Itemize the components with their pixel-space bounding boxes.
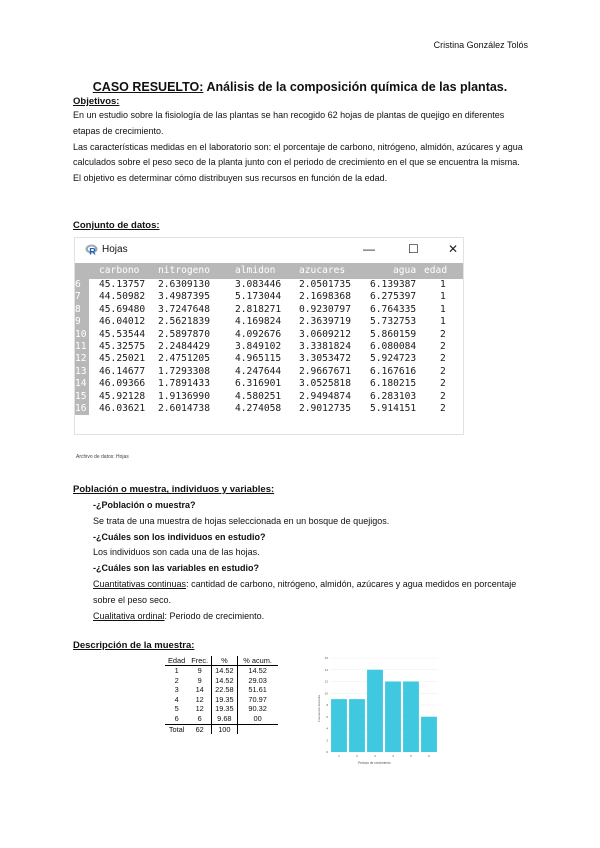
table-cell: 3 xyxy=(174,685,179,695)
table-cell xyxy=(237,724,278,734)
grid-rows xyxy=(75,279,463,415)
table-row xyxy=(165,704,278,714)
grid-cell: 4.169824 xyxy=(235,316,282,328)
table-row xyxy=(165,695,278,705)
variable-type-label: Cualitativa ordinal xyxy=(93,610,165,621)
grid-row[interactable] xyxy=(75,304,463,316)
grid-cell: 2 xyxy=(440,365,446,377)
grid-cell: 2.9494874 xyxy=(299,390,351,402)
grid-cell: 45.32575 xyxy=(99,340,146,352)
grid-cell: 2.4751205 xyxy=(158,353,210,365)
title-prefix: CASO RESUELTO: xyxy=(92,80,204,94)
grid-cell: 46.04012 xyxy=(99,316,146,328)
row-index: 16 xyxy=(75,403,89,415)
grid-cell: 6.080084 xyxy=(370,340,417,352)
objetivos-paragraph: El objetivo es determinar cómo distribuyen sus recursos en función de la edad. xyxy=(73,173,388,184)
table-cell: 22.58 xyxy=(212,685,238,695)
row-index: 9 xyxy=(75,316,89,328)
grid-header xyxy=(75,263,463,279)
table-cell: 19.35 xyxy=(212,704,238,714)
window-caption: Archivo de datos: Hojas xyxy=(76,454,129,460)
grid-cell: 2 xyxy=(440,402,446,414)
poblacion-body xyxy=(93,498,533,624)
grid-row[interactable] xyxy=(75,353,463,365)
grid-row[interactable] xyxy=(75,366,463,378)
grid-cell: 2.3639719 xyxy=(299,316,351,328)
column-header[interactable]: nitrogeno xyxy=(158,265,210,276)
table-cell: 9.68 xyxy=(212,714,238,724)
grid-cell: 45.53544 xyxy=(99,328,146,340)
variable-type-text: : Periodo de crecimiento. xyxy=(164,610,265,621)
table-row xyxy=(165,724,278,734)
table-cell: 6 xyxy=(197,713,202,723)
grid-cell: 2.2484429 xyxy=(158,340,210,352)
grid-cell: 2 xyxy=(440,328,446,340)
grid-cell: 45.13757 xyxy=(99,279,146,290)
grid-cell: 2 xyxy=(440,353,446,365)
row-index: 15 xyxy=(75,391,89,403)
y-tick-label: 8 xyxy=(326,703,328,707)
maximize-button[interactable]: ☐ xyxy=(408,242,419,256)
grid-cell: 4.092676 xyxy=(235,328,282,340)
grid-cell: 2.5897870 xyxy=(158,328,210,340)
chart-ylabel: Frecuencia absoluta xyxy=(317,694,321,722)
grid-cell: 2.818271 xyxy=(235,303,282,315)
question: -¿Población o muestra? xyxy=(93,500,196,510)
answer-variables xyxy=(93,577,533,609)
table-cell: 2 xyxy=(174,675,179,685)
table-cell: 90.32 xyxy=(237,704,278,714)
table-header: Edad xyxy=(165,656,188,666)
grid-cell: 6.180215 xyxy=(370,378,417,390)
grid-cell: 2 xyxy=(440,378,446,390)
y-tick-label: 2 xyxy=(326,738,328,743)
grid-cell: 6.764335 xyxy=(370,303,417,315)
grid-cell: 5.860159 xyxy=(370,328,417,340)
grid-cell: 46.09366 xyxy=(99,378,146,390)
chart-bar xyxy=(349,699,365,752)
answer: Los individuos son cada una de las hojas. xyxy=(93,547,260,558)
grid-cell: 2.9012735 xyxy=(299,402,351,414)
grid-cell: 1.7293308 xyxy=(158,365,210,377)
objetivos-body xyxy=(73,108,533,187)
table-header: % xyxy=(212,656,238,666)
table-cell: 29.03 xyxy=(237,676,278,686)
grid-cell: 3.0609212 xyxy=(299,328,351,340)
table-row xyxy=(165,714,278,724)
table-cell: 14.52 xyxy=(237,666,278,676)
grid-cell: 45.25021 xyxy=(99,353,146,365)
y-tick-label: 10 xyxy=(324,691,328,696)
question: -¿Cuáles son los individuos en estudio? xyxy=(93,531,266,542)
table-cell: 70.97 xyxy=(237,695,278,705)
column-header[interactable]: agua xyxy=(393,265,417,276)
table-cell: 12 xyxy=(195,694,204,704)
grid-cell: 44.50982 xyxy=(99,291,146,303)
frequency-bar-chart xyxy=(318,654,440,766)
grid-cell: 5.924723 xyxy=(370,353,417,365)
grid-cell: 45.92128 xyxy=(99,390,146,402)
row-index: 10 xyxy=(75,329,89,341)
objetivos-heading: Objetivos: xyxy=(73,96,120,107)
grid-cell: 6.139387 xyxy=(370,279,417,290)
descripcion-heading: Descripción de la muestra: xyxy=(73,640,195,651)
data-grid xyxy=(75,263,463,433)
grid-cell: 3.7247648 xyxy=(158,303,210,315)
grid-row[interactable] xyxy=(75,378,463,390)
table-cell: Total xyxy=(165,724,188,734)
grid-row[interactable] xyxy=(75,341,463,353)
table-cell: 6 xyxy=(174,713,179,723)
grid-cell: 5.173044 xyxy=(235,291,282,303)
grid-cell: 4.965115 xyxy=(235,353,282,365)
grid-cell: 3.4987395 xyxy=(158,291,210,303)
table-cell: 14.52 xyxy=(212,666,238,676)
chart-bar xyxy=(331,699,347,752)
grid-cell: 5.914151 xyxy=(370,402,417,414)
window-title: Hojas xyxy=(102,244,128,255)
grid-cell: 2 xyxy=(440,340,446,352)
grid-row[interactable] xyxy=(75,329,463,341)
table-cell: 51.61 xyxy=(237,685,278,695)
y-tick-label: 6 xyxy=(326,714,328,719)
table-cell: 9 xyxy=(197,666,202,675)
table-cell: 1 xyxy=(174,666,179,675)
variable-type-label: Cuantitativas continuas xyxy=(93,578,187,589)
table-row xyxy=(165,676,278,686)
x-tick-label: 5 xyxy=(410,754,412,758)
grid-row[interactable] xyxy=(75,316,463,328)
row-index: 11 xyxy=(75,341,89,353)
y-tick-label: 16 xyxy=(324,656,328,660)
poblacion-heading: Población o muestra, individuos y variables: xyxy=(73,484,275,495)
chart-bar xyxy=(385,682,401,753)
x-tick-label: 6 xyxy=(428,754,430,758)
row-index: 6 xyxy=(75,279,89,291)
table-cell: 14 xyxy=(195,685,204,695)
table-header: Frec. xyxy=(188,656,211,666)
grid-cell: 0.9230797 xyxy=(299,303,351,315)
grid-cell: 3.849102 xyxy=(235,340,282,352)
y-tick-label: 4 xyxy=(326,726,328,731)
title-text: Análisis de la composición química de las plantas. xyxy=(203,80,508,94)
frequency-table-body xyxy=(165,666,278,735)
grid-cell: 2.0501735 xyxy=(299,279,351,290)
column-header[interactable]: azucares xyxy=(299,265,346,276)
grid-cell: 2.1698368 xyxy=(299,291,351,303)
column-header[interactable]: almidon xyxy=(235,265,276,276)
grid-cell: 4.274058 xyxy=(235,402,282,414)
grid-cell: 1 xyxy=(440,303,446,315)
grid-cell: 6.275397 xyxy=(370,291,417,303)
author-name: Cristina González Tolós xyxy=(433,40,528,50)
grid-cell: 46.03621 xyxy=(99,402,146,414)
row-index: 13 xyxy=(75,366,89,378)
grid-cell: 4.247644 xyxy=(235,365,282,377)
chart-xlabel: Periodo de crecimiento xyxy=(358,761,391,765)
column-header[interactable]: edad xyxy=(424,265,448,276)
grid-cell: 1 xyxy=(440,279,446,290)
grid-cell: 2.6309130 xyxy=(158,279,210,290)
conjunto-heading: Conjunto de datos: xyxy=(73,220,160,231)
grid-cell: 45.69480 xyxy=(99,303,146,315)
table-cell: 9 xyxy=(197,675,202,685)
grid-row[interactable] xyxy=(75,403,463,415)
x-tick-label: 3 xyxy=(374,754,376,758)
grid-cell: 1.9136990 xyxy=(158,390,210,402)
row-index: 8 xyxy=(75,304,89,316)
grid-cell: 4.580251 xyxy=(235,390,282,402)
chart-bar xyxy=(421,717,437,752)
chart-bar xyxy=(367,670,383,752)
grid-cell: 6.283103 xyxy=(370,390,417,402)
grid-cell: 6.316901 xyxy=(235,378,282,390)
r-logo-icon xyxy=(85,243,98,256)
variable-type-text: : cantidad de carbono, nitrógeno, almidón, azúcares y agua medidos en porcentaje sobre el peso seco. xyxy=(93,578,517,605)
y-tick-label: 14 xyxy=(324,667,328,672)
answer: Se trata de una muestra de hojas seleccionada en un bosque de quejigos. xyxy=(93,515,390,526)
grid-cell: 6.167616 xyxy=(370,365,417,377)
grid-row[interactable] xyxy=(75,279,463,291)
grid-cell: 2.6014738 xyxy=(158,402,210,414)
document-title xyxy=(0,80,600,94)
grid-row[interactable] xyxy=(75,391,463,403)
row-index: 12 xyxy=(75,353,89,365)
y-tick-label: 12 xyxy=(324,679,328,684)
grid-cell: 3.0525818 xyxy=(299,378,351,390)
grid-cell: 3.3053472 xyxy=(299,353,351,365)
r-data-window xyxy=(75,238,463,434)
table-header: % acum. xyxy=(237,656,278,666)
table-row xyxy=(165,685,278,695)
chart-bars xyxy=(331,670,437,752)
x-tick-label: 4 xyxy=(392,754,394,758)
grid-cell: 5.732753 xyxy=(370,316,417,328)
table-cell: 14.52 xyxy=(212,676,238,686)
row-index: 14 xyxy=(75,378,89,390)
frequency-table xyxy=(165,656,278,734)
column-header[interactable]: carbono xyxy=(99,265,140,276)
table-cell: 5 xyxy=(174,704,179,714)
window-titlebar xyxy=(75,238,463,262)
objetivos-paragraph: En un estudio sobre la fisiología de las plantas se han recogido 62 hojas de plantas de quejigo en diferentes etapas de crecimiento. xyxy=(73,110,505,136)
chart-yticks xyxy=(325,656,329,754)
grid-cell: 1 xyxy=(440,316,446,328)
table-cell: 19.35 xyxy=(212,695,238,705)
objetivos-paragraph: Las características medidas en el laboratorio son: el porcentaje de carbono, nitrógeno, almidón, azúcares y agua calculados sobre el peso seco de la planta junto con el periodo de crecimiento en el que se encuentra la misma. xyxy=(73,141,523,168)
table-row xyxy=(165,666,278,676)
grid-cell: 3.3381824 xyxy=(299,340,351,352)
table-cell: 00 xyxy=(237,714,278,724)
chart-xticks xyxy=(338,754,430,758)
answer-variables xyxy=(93,609,533,625)
grid-cell: 1 xyxy=(440,291,446,303)
y-tick-label: 0 xyxy=(326,750,328,754)
grid-cell: 1.7891433 xyxy=(158,378,210,390)
table-cell: 12 xyxy=(195,704,204,714)
grid-cell: 3.083446 xyxy=(235,279,282,290)
grid-cell: 2.9667671 xyxy=(299,365,351,377)
x-tick-label: 2 xyxy=(356,754,358,758)
table-cell: 4 xyxy=(174,694,179,704)
grid-row[interactable] xyxy=(75,291,463,303)
minimize-button[interactable]: — xyxy=(363,242,375,256)
x-tick-label: 1 xyxy=(338,754,340,758)
grid-cell: 2 xyxy=(440,390,446,402)
row-index: 7 xyxy=(75,291,89,303)
question: -¿Cuáles son las variables en estudio? xyxy=(93,563,260,574)
table-cell: 100 xyxy=(212,724,238,734)
close-button[interactable]: ✕ xyxy=(448,242,459,256)
grid-cell: 2.5621839 xyxy=(158,316,210,328)
svg-text:R: R xyxy=(89,246,96,257)
table-cell: 62 xyxy=(188,724,211,734)
chart-bar xyxy=(403,682,419,753)
grid-cell: 46.14677 xyxy=(99,365,146,377)
